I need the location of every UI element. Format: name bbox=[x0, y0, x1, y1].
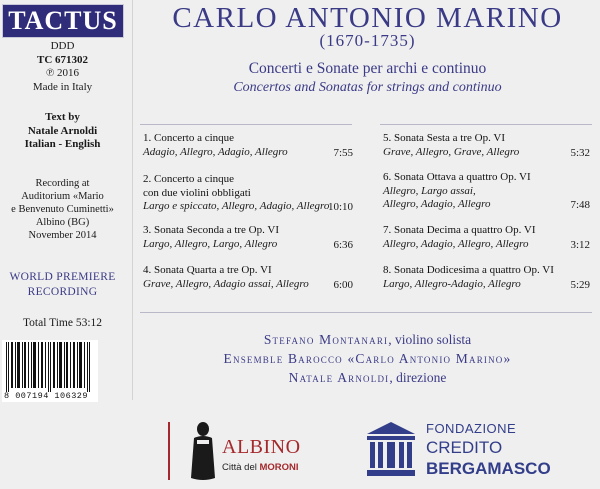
track-duration: 5:29 bbox=[570, 278, 590, 291]
barcode-bars bbox=[2, 340, 98, 392]
tracklist-rule bbox=[380, 124, 592, 125]
track-movements: Grave, Allegro, Grave, Allegro bbox=[383, 145, 520, 158]
tactus-logo: TACTUS bbox=[2, 4, 124, 38]
recording-line: November 2014 bbox=[28, 230, 97, 241]
track-title: 5. Sonata Sesta a tre Op. VI bbox=[383, 132, 505, 144]
recording-line: Albino (BG) bbox=[35, 217, 90, 228]
track-title: 1. Concerto a cinque bbox=[143, 132, 235, 144]
barcode bbox=[2, 340, 98, 402]
fondazione-building-icon bbox=[365, 420, 417, 478]
track-3 bbox=[143, 224, 353, 252]
premiere-line: RECORDING bbox=[27, 286, 98, 298]
languages: Italian - English bbox=[24, 138, 101, 150]
soloist-name: Stefano Montanari bbox=[263, 332, 389, 347]
column-divider bbox=[132, 0, 133, 400]
track-5 bbox=[383, 132, 590, 160]
format-label: DDD bbox=[50, 40, 75, 52]
track-duration: 6:00 bbox=[333, 278, 353, 291]
composer-name: CARLO ANTONIO MARINO bbox=[172, 2, 563, 34]
track-movements: Largo, Allegro-Adagio, Allegro bbox=[383, 277, 521, 290]
text-by-label: Text by bbox=[45, 111, 80, 123]
track-movements-cont: Allegro, Adagio, Allegro bbox=[383, 198, 491, 210]
director-name: Natale Arnoldi bbox=[288, 370, 390, 385]
track-movements: Largo, Allegro, Largo, Allegro bbox=[143, 237, 278, 250]
track-duration: 10:10 bbox=[327, 200, 353, 213]
track-title: 6. Sonata Ottava a quattro Op. VI bbox=[383, 171, 531, 183]
track-title: 7. Sonata Decima a quattro Op. VI bbox=[383, 224, 536, 236]
albino-subtitle-strong: MORONI bbox=[259, 462, 299, 473]
moroni-figure-icon bbox=[188, 420, 218, 484]
album-title: Concerti e Sonate per archi e continuo bbox=[248, 60, 487, 77]
album-title-english: Concertos and Sonatas for strings and continuo bbox=[233, 80, 502, 95]
text-by-name: Natale Arnoldi bbox=[27, 124, 98, 137]
albino-subtitle-prefix: Città del bbox=[222, 462, 260, 473]
track-movements: Allegro, Adagio, Allegro, Allegro bbox=[383, 237, 529, 250]
bergamasco-label: BERGAMASCO bbox=[426, 459, 551, 478]
albino-name: ALBINO bbox=[222, 436, 301, 458]
total-time: Total Time 53:12 bbox=[22, 317, 103, 329]
albino-accent-bar bbox=[168, 422, 170, 480]
phonogram-year: ℗ 2016 bbox=[45, 67, 80, 79]
catalog-info bbox=[0, 40, 125, 94]
track-duration: 6:36 bbox=[333, 238, 353, 251]
track-movements: Allegro, Largo assai, bbox=[383, 184, 476, 197]
performers-rule bbox=[140, 312, 592, 313]
director-credit bbox=[135, 369, 600, 386]
world-premiere-badge bbox=[0, 270, 125, 300]
track-title-cont: con due violini obbligati bbox=[143, 186, 251, 199]
composer-years: (1670-1735) bbox=[319, 31, 416, 50]
premiere-line: WORLD PREMIERE bbox=[9, 271, 116, 283]
fondazione-label: FONDAZIONE bbox=[426, 421, 517, 436]
soloist-credit bbox=[135, 331, 600, 348]
albino-subtitle bbox=[222, 462, 299, 473]
track-8 bbox=[383, 264, 590, 292]
track-7 bbox=[383, 224, 590, 252]
catalog-number: TC 671302 bbox=[36, 53, 89, 66]
recording-line: e Benvenuto Cuminetti» bbox=[11, 204, 114, 215]
tracklist-rule bbox=[140, 124, 352, 125]
track-movements: Grave, Allegro, Adagio assai, Allegro bbox=[143, 277, 309, 290]
director-role: , direzione bbox=[389, 370, 447, 385]
track-title: 3. Sonata Seconda a tre Op. VI bbox=[143, 224, 280, 236]
track-title: 4. Sonata Quarta a tre Op. VI bbox=[143, 264, 272, 276]
recording-info bbox=[0, 177, 125, 242]
track-duration: 7:55 bbox=[333, 146, 353, 159]
track-title: 8. Sonata Dodicesima a quattro Op. VI bbox=[383, 264, 554, 276]
soloist-role: , violino solista bbox=[388, 332, 472, 347]
ensemble-name: Ensemble Barocco «Carlo Antonio Marino» bbox=[223, 351, 512, 366]
text-credits bbox=[0, 111, 125, 152]
track-duration: 5:32 bbox=[570, 146, 590, 159]
recording-line: Recording at bbox=[35, 178, 90, 189]
track-4 bbox=[143, 264, 353, 292]
track-movements: Adagio, Allegro, Adagio, Allegro bbox=[143, 145, 288, 158]
track-duration: 3:12 bbox=[570, 238, 590, 251]
credito-label: CREDITO bbox=[426, 438, 503, 457]
track-movements: Largo e spiccato, Allegro, Adagio, Allegro bbox=[143, 200, 330, 212]
track-1 bbox=[143, 132, 353, 160]
track-title: 2. Concerto a cinque bbox=[143, 173, 235, 185]
recording-line: Auditorium «Mario bbox=[21, 191, 104, 202]
origin-label: Made in Italy bbox=[32, 80, 93, 93]
track-6 bbox=[383, 171, 590, 212]
track-2 bbox=[143, 173, 353, 214]
barcode-number: 8 007194 106329 bbox=[4, 391, 89, 401]
track-duration: 7:48 bbox=[570, 198, 590, 211]
